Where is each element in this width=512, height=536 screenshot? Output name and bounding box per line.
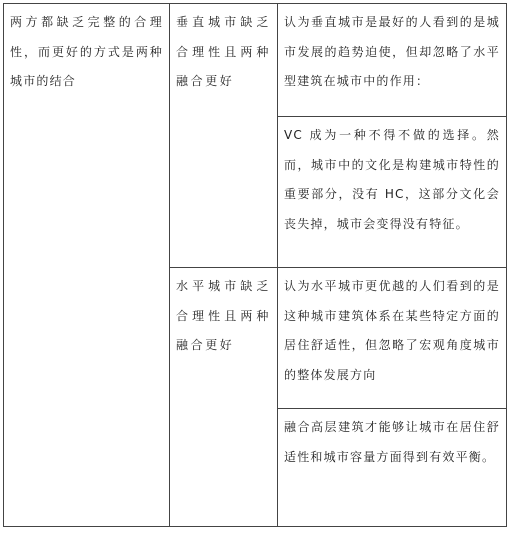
vertical-detail-cell-2 (278, 117, 507, 268)
comparison-table (3, 3, 507, 527)
horizontal-detail-cell-2 (278, 409, 507, 527)
horizontal-detail-text-2: 融合高层建筑才能够让城市在居住舒适性和城市容量方面得到有效平衡。 (284, 420, 500, 464)
horizontal-detail-text-1: 认为水平城市更优越的人们看到的是这种城市建筑体系在某些特定方面的居住舒适性，但忽略了宏观角度城市的整体发展方向 (284, 279, 500, 382)
horizontal-label-cell (170, 268, 278, 527)
table-row (4, 4, 507, 117)
vertical-detail-cell-1 (278, 4, 507, 117)
vertical-label-text: 垂直城市缺乏合理性且两种融合更好 (176, 15, 271, 88)
vertical-detail-text-1: 认为垂直城市是最好的人看到的是城市发展的趋势迫使，但却忽略了水平型建筑在城市中的作用： (284, 15, 500, 88)
horizontal-detail-cell-1 (278, 268, 507, 409)
conclusion-cell (4, 4, 170, 527)
vertical-detail-text-2: VC 成为一种不得不做的选择。然而，城市中的文化是构建城市特性的重要部分，没有 HC，这部分文化会丧失掉，城市会变得没有特征。 (284, 128, 500, 231)
horizontal-label-text: 水平城市缺乏合理性且两种融合更好 (176, 279, 271, 352)
conclusion-text: 两方都缺乏完整的合理性，而更好的方式是两种城市的结合 (10, 15, 163, 88)
vertical-label-cell (170, 4, 278, 268)
